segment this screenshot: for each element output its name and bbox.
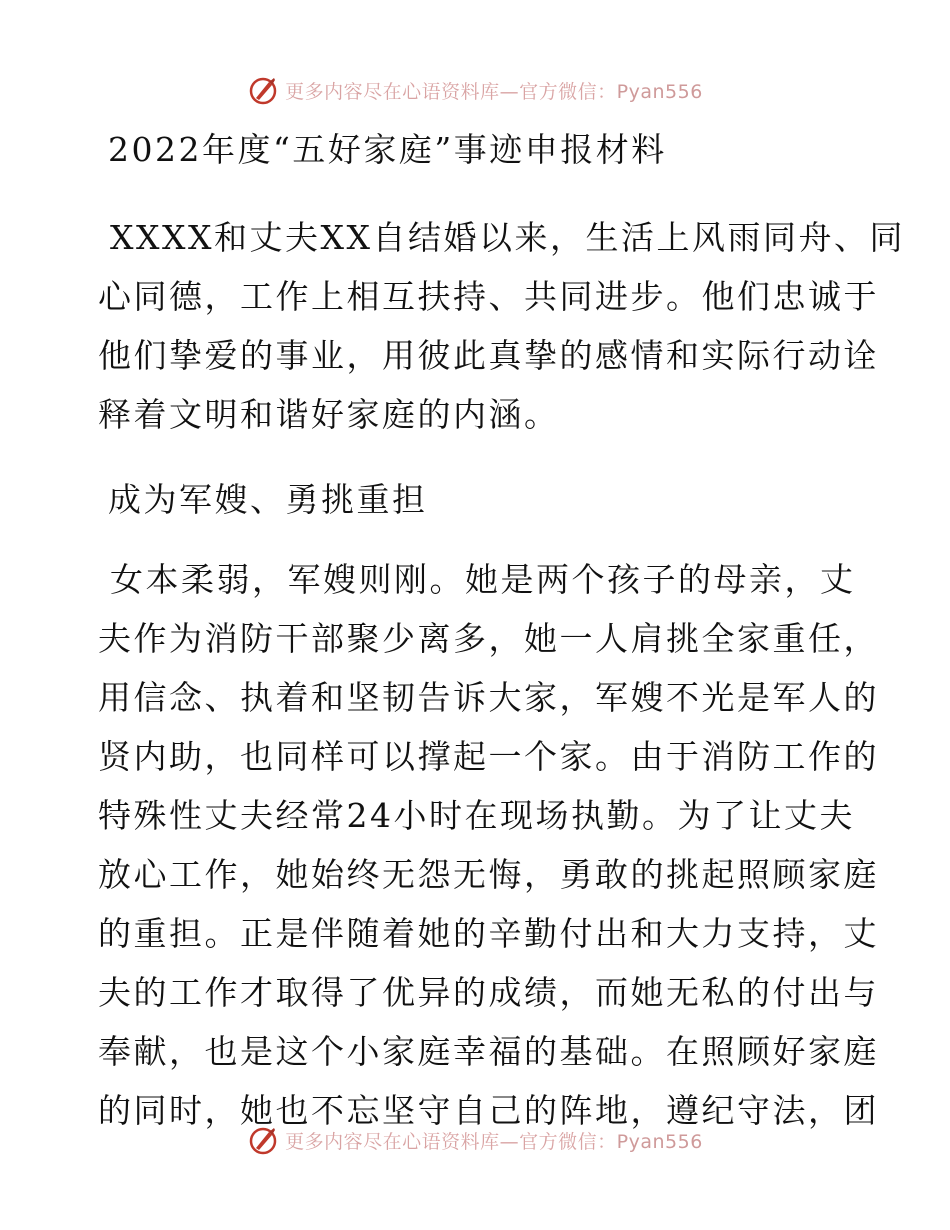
paragraph-intro (98, 208, 905, 444)
text-line: XXXX和丈夫XX自结婚以来，生活上风雨同舟、同 (110, 218, 905, 257)
text-line: 特殊性丈夫经常24小时在现场执勤。为了让丈夫 (98, 796, 855, 835)
text-line: 奉献，也是这个小家庭幸福的基础。在照顾好家庭 (98, 1032, 879, 1071)
text-line: 他们挚爱的事业，用彼此真挚的感情和实际行动诠 (98, 336, 879, 375)
header-watermark (0, 70, 950, 110)
document-title: 2022年度“五好家庭”事迹申报材料 (108, 130, 667, 169)
section-heading: 成为军嫂、勇挑重担 (108, 480, 428, 519)
text-line: 的同时，她也不忘坚守自己的阵地，遵纪守法，团 (98, 1091, 879, 1130)
text-line: 放心工作，她始终无怨无悔，勇敢的挑起照顾家庭 (98, 855, 879, 894)
document-body (98, 122, 905, 1140)
text-line: 用信念、执着和坚韧告诉大家，军嫂不光是军人的 (98, 678, 879, 717)
text-line: 释着文明和谐好家庭的内涵。 (98, 395, 560, 434)
text-line: 女本柔弱，军嫂则刚。她是两个孩子的母亲，丈 (110, 560, 856, 599)
paragraph-military-spouse (98, 550, 879, 1140)
text-line: 夫作为消防干部聚少离多，她一人肩挑全家重任， (98, 619, 879, 658)
text-line: 的重担。正是伴随着她的辛勤付出和大力支持，丈 (98, 914, 879, 953)
header-watermark-inner (247, 74, 703, 106)
text-line: 心同德，工作上相互扶持、共同进步。他们忠诚于 (98, 277, 879, 316)
quill-logo-icon (247, 1124, 279, 1156)
footer-watermark (0, 1120, 950, 1160)
footer-watermark-inner (247, 1124, 703, 1156)
header-watermark-text: 更多内容尽在心语资料库—官方微信：Pyan556 (285, 80, 703, 103)
footer-watermark-text: 更多内容尽在心语资料库—官方微信：Pyan556 (285, 1130, 703, 1153)
text-line: 贤内助，也同样可以撑起一个家。由于消防工作的 (98, 737, 879, 776)
quill-logo-icon (247, 74, 279, 106)
text-line: 夫的工作才取得了优异的成绩，而她无私的付出与 (98, 973, 879, 1012)
